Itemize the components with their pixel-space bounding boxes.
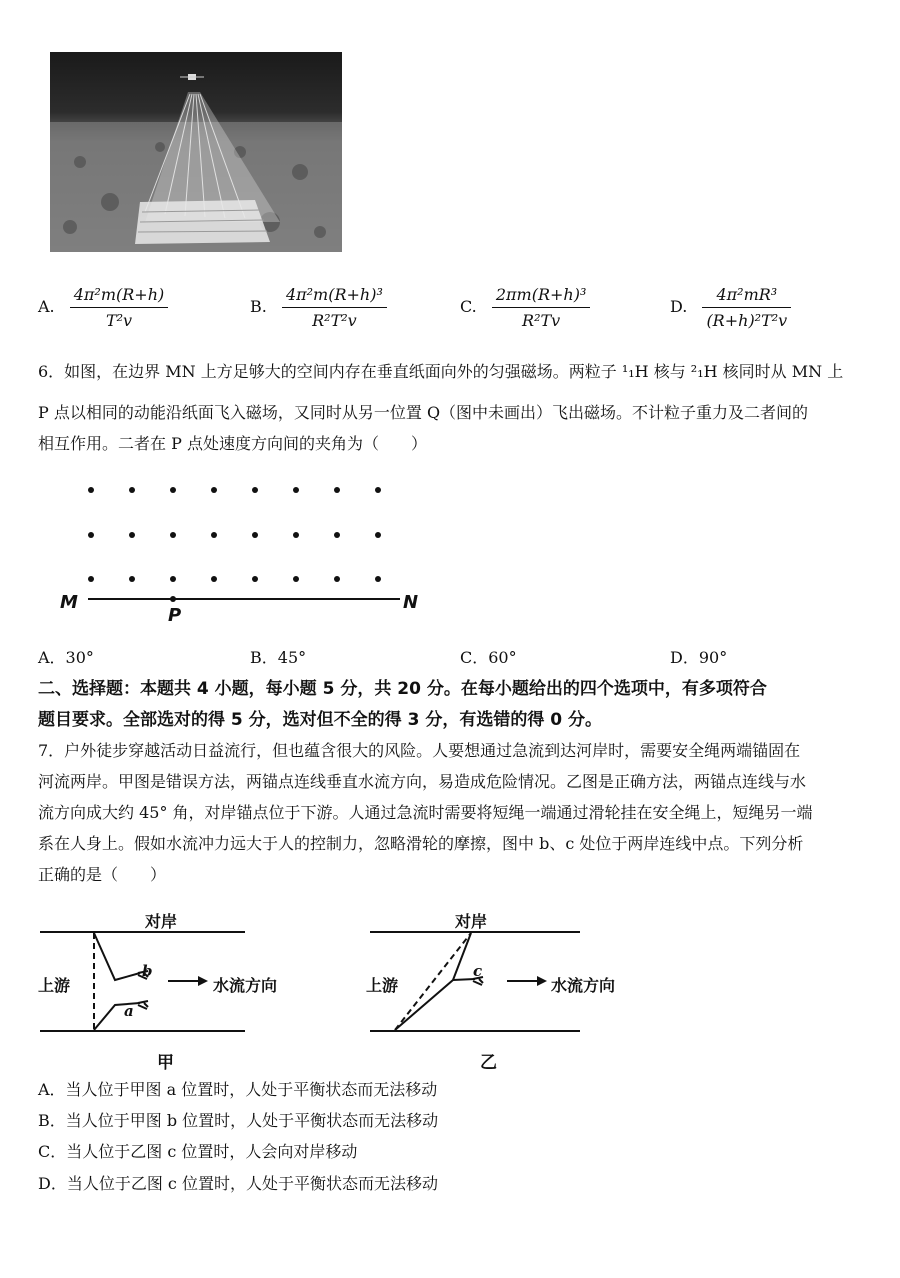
satellite-photo [50,52,342,252]
satellite-photo-art [50,52,342,252]
jia-opposite-label: 对岸 [145,912,178,931]
q6-option-a[interactable]: A．30° [38,648,94,667]
q5-option-d-fraction [702,285,791,330]
q5-option-c-num: 2πm(R+h)³ [492,285,591,308]
q7-option-c[interactable]: C．当人位于乙图 c 位置时，人会向对岸移动 [38,1142,358,1161]
yi-safety-rope [395,933,471,1030]
point-p [170,596,176,602]
q5-option-c-fraction [492,285,591,330]
q7-option-b[interactable]: B．当人位于甲图 b 位置时，人处于平衡状态而无法移动 [38,1111,439,1130]
section-2-line-2: 题目要求。全部选对的得 5 分，选对但不全的得 3 分，有选错的得 0 分。 [38,710,602,730]
yi-short-rope-c [453,979,475,980]
jia-label-a: a [124,1002,134,1020]
q5-option-b-num: 4π²m(R+h)³ [282,285,387,308]
q5-option-c-den: R²Tv [522,311,561,330]
yi-flow-arrowhead [537,976,547,986]
q5-option-d-num: 4π²mR³ [702,285,791,308]
q5-option-a-den: T²v [105,311,133,330]
jia-person-a-icon [138,1001,148,1009]
q5-option-a-fraction [70,285,169,330]
q7-line-4: 系在人身上。假如水流冲力远大于人的控制力，忽略滑轮的摩擦，图中 b、c 处位于两岸连线中点。下列分析 [38,834,804,853]
label-n: N [403,592,419,613]
field-dots [88,487,381,582]
jia-upstream-label: 上游 [38,976,71,995]
q6-option-d[interactable]: D．90° [670,648,728,667]
yi-opposite-label: 对岸 [455,912,488,931]
q6-option-b[interactable]: B．45° [250,648,307,667]
q5-option-d[interactable] [670,285,791,330]
q7-line-5: 正确的是（ ） [38,865,167,884]
q7-line-1: 7．户外徒步穿越活动日益流行，但也蕴含很大的风险。人要想通过急流到达河岸时，需要安全绳两端锚固在 [38,741,801,760]
label-m: M [60,592,78,613]
q6-field-diagram [55,475,435,630]
yi-upstream-label: 上游 [366,976,399,995]
yi-flow-label: 水流方向 [551,976,616,995]
q6-line-2: P 点以相同的动能沿纸面飞入磁场，又同时从另一位置 Q（图中未画出）飞出磁场。不计粒子重力及二者间的 [38,403,809,422]
q5-option-b-den: R²T²v [312,311,357,330]
jia-flow-arrowhead [198,976,208,986]
yi-label-c: c [473,962,483,980]
jia-caption: 甲 [157,1053,174,1073]
section-2-line-1: 二、选择题：本题共 4 小题，每小题 5 分，共 20 分。在每小题给出的四个选项中，有多项符合 [38,679,767,699]
q7-option-d[interactable]: D．当人位于乙图 c 位置时，人处于平衡状态而无法移动 [38,1174,438,1193]
label-p: P [168,605,182,626]
q5-option-a-label: A. [38,297,55,316]
jia-label-b: b [142,962,153,980]
q5-option-b[interactable] [250,285,387,330]
q6-line-1: 6．如图，在边界 MN 上方足够大的空间内存在垂直纸面向外的匀强磁场。两粒子 ¹₁H 核与 ²₁H 核同时从 MN 上 [38,362,844,381]
jia-flow-label: 水流方向 [213,976,278,995]
q5-option-a-num: 4π²m(R+h) [70,285,169,308]
q6-option-c[interactable]: C．60° [460,648,517,667]
jia-short-rope-b [94,933,140,980]
yi-caption: 乙 [480,1053,497,1073]
q5-option-c-label: C. [460,297,477,316]
q6-line-3: 相互作用。二者在 P 点处速度方向间的夹角为（ ） [38,434,427,453]
q5-option-d-label: D. [670,297,688,316]
q7-line-3: 流方向成大约 45° 角，对岸锚点位于下游。人通过急流时需要将短绳一端通过滑轮挂在安全绳上，短绳另一端 [38,803,813,822]
q5-option-d-den: (R+h)²T²v [706,311,788,330]
q5-option-a[interactable] [38,285,168,330]
q5-option-b-fraction [282,285,387,330]
q5-option-b-label: B. [250,297,267,316]
q5-option-c[interactable] [460,285,590,330]
q7-option-a[interactable]: A．当人位于甲图 a 位置时，人处于平衡状态而无法移动 [38,1080,438,1099]
q7-line-2: 河流两岸。甲图是错误方法，两锚点连线垂直水流方向，易造成危险情况。乙图是正确方法，两锚点连线与水 [38,772,807,791]
